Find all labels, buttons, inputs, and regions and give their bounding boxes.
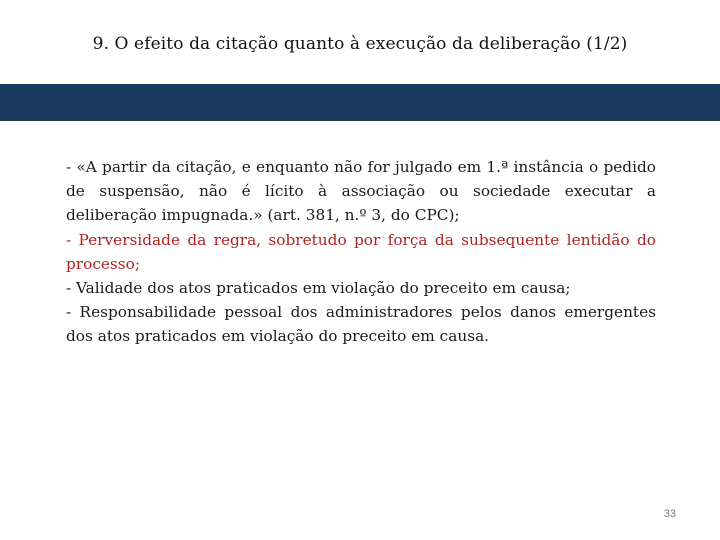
bullet-liability: - Responsabilidade pessoal dos administradores pelos danos emergentes dos atos praticados em violação do preceito em causa. <box>66 303 656 346</box>
slide-title: 9. O efeito da citação quanto à execução da deliberação (1/2) <box>92 34 628 54</box>
bullet-perversity: - Perversidade da regra, sobretudo por força da subsequente lentidão do processo; <box>66 230 656 273</box>
page-number: 33 <box>663 508 676 520</box>
slide-content <box>66 155 656 349</box>
bullet-validity: - Validade dos atos praticados em violação do preceito em causa; <box>66 279 571 298</box>
header-band <box>0 84 720 121</box>
bullet-quote: - «A partir da citação, e enquanto não for julgado em 1.ª instância o pedido de suspensão, não é lícito à associação ou sociedade executar a deliberação impugnada.» (art. 381, n.º 3, do CPC); <box>66 158 656 225</box>
